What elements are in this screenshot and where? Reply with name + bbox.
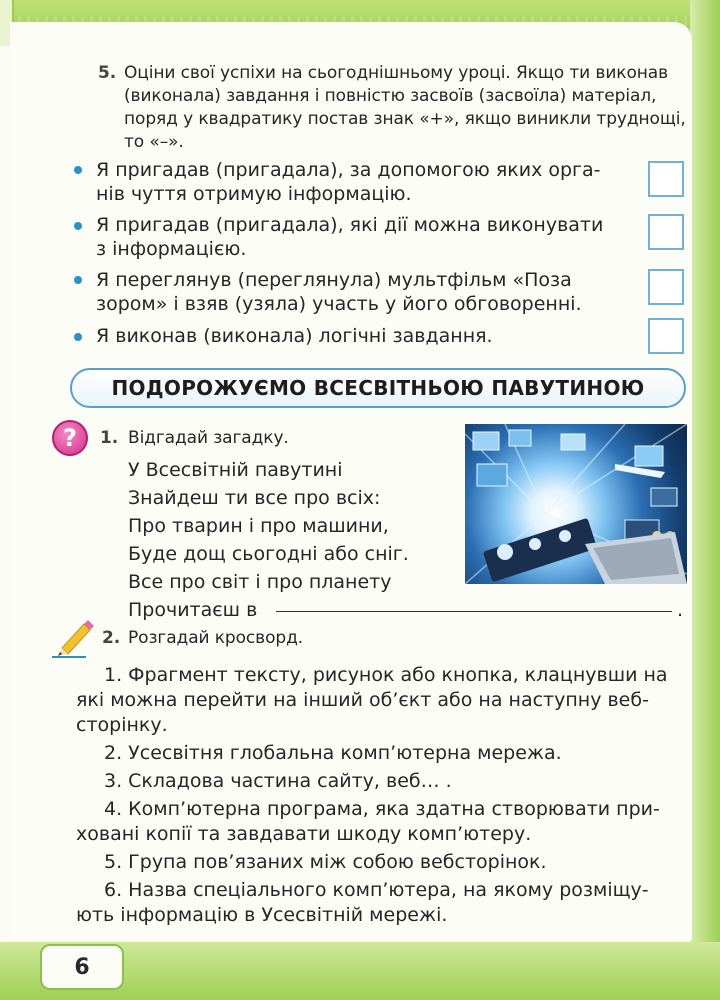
task1-number: 1.: [100, 428, 119, 448]
page-number-text: 6: [74, 954, 90, 980]
self-check-box[interactable]: [648, 269, 684, 305]
self-check-box[interactable]: [648, 318, 684, 354]
bullet-icon: [74, 333, 82, 341]
web-illustration-graphic: [465, 424, 687, 584]
task5-number: 5.: [98, 63, 117, 83]
task5-line: то «–».: [124, 132, 184, 152]
task2-number: 2.: [102, 628, 121, 648]
checklist-item-text: Я пригадав (пригадала), за допомогою яких орга-: [96, 159, 601, 181]
crossword-clue: 1. Фрагмент тексту, рисунок або кнопка, клацнувши на: [104, 664, 668, 686]
world-wide-web-illustration: [465, 424, 687, 584]
checklist-item-text: нів чуття отримую інформацію.: [96, 183, 412, 205]
crossword-clue: 3. Складова частина сайту, веб… .: [104, 770, 452, 792]
crossword-clue: 5. Група пов’язаних між собою вебсторінок.: [104, 851, 547, 873]
bullet-icon: [74, 276, 82, 284]
answer-end-mark: .: [677, 599, 684, 621]
task5-line: Оціни свої успіхи на сьогоднішньому уроці. Якщо ти виконав: [124, 63, 668, 83]
crossword-clue: 6. Назва спеціального комп’ютера, на якому розміщу-: [104, 879, 649, 901]
checklist-item-text: Я виконав (виконала) логічні завдання.: [96, 325, 493, 347]
bullet-icon: [74, 222, 82, 230]
task5-line: (виконала) завдання і повністю засвоїв (засвоїла) матеріал,: [124, 86, 657, 106]
right-decorative-band: [690, 0, 720, 1000]
poem-line: У Всесвітній павутині: [128, 459, 343, 481]
poem-line: Все про світ і про планету: [128, 571, 392, 593]
poem-line: Знайдеш ти все про всіх:: [128, 487, 381, 509]
self-check-box[interactable]: [648, 161, 684, 197]
checklist-item-text: Я пригадав (пригадала), які дії можна виконувати: [96, 214, 604, 236]
question-icon: [52, 420, 88, 456]
bullet-icon: [74, 166, 82, 174]
task2-title: Розгадай кросворд.: [128, 628, 304, 648]
self-check-box[interactable]: [648, 214, 684, 250]
crossword-clue: 4. Комп’ютерна програма, яка здатна створювати при-: [104, 798, 660, 820]
crossword-clue: які можна перейти на інший об’єкт або на наступну веб-: [76, 689, 649, 711]
answer-blank-line[interactable]: [276, 611, 672, 612]
crossword-clue: сторінку.: [76, 714, 168, 736]
checklist-item-text: з інформацією.: [96, 238, 247, 260]
poem-line: Про тварин і про машини,: [128, 515, 389, 537]
checklist-item-text: Я переглянув (переглянула) мультфільм «Поза: [96, 269, 572, 291]
pencil-icon: [52, 618, 94, 658]
section-heading-text: ПОДОРОЖУЄМО ВСЕСВІТНЬОЮ ПАВУТИНОЮ: [111, 376, 645, 400]
poem-line: Буде дощ сьогодні або сніг.: [128, 543, 409, 565]
crossword-clue: ховані копії та завдавати шкоду комп’ютеру.: [76, 823, 532, 845]
crossword-clue: ють інформацію в Усесвітній мережі.: [76, 904, 448, 926]
question-icon-symbol: ?: [63, 424, 77, 452]
section-heading: [70, 368, 686, 408]
page-number: [40, 944, 124, 990]
task5-line: поряд у квадратику постав знак «+», якщо виникли труднощі,: [124, 109, 686, 129]
crossword-clue: 2. Усесвітня глобальна комп’ютерна мережа.: [104, 742, 562, 764]
checklist-item-text: зором» і взяв (узяла) участь у його обговоренні.: [96, 293, 582, 315]
poem-line: Прочитаєш в: [128, 599, 258, 621]
task1-title: Відгадай загадку.: [128, 428, 289, 448]
